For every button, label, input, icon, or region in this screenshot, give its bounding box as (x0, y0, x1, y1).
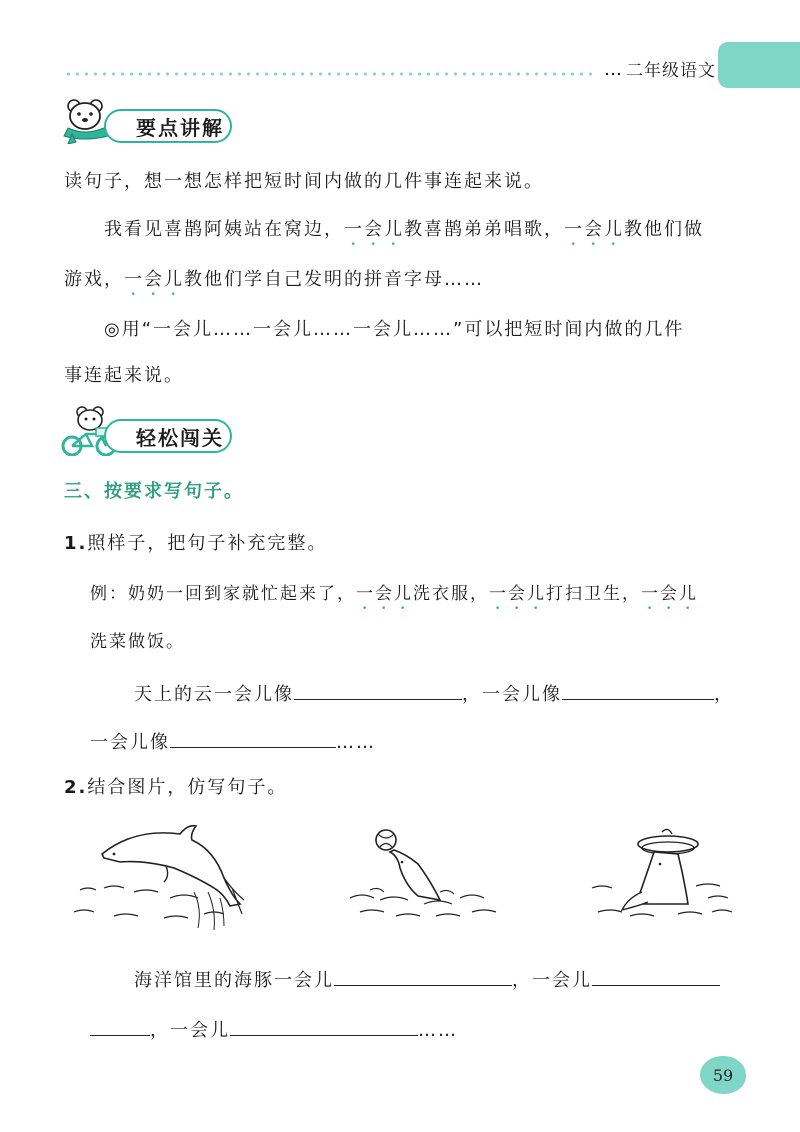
q1-example-line1: 例：奶奶一回到家就忙起来了，一会儿洗衣服，一会儿打扫卫生，一会儿 (90, 584, 698, 604)
dolphin-ring-illustration (588, 822, 738, 932)
q1-fill-line1: 天上的云一会儿像 ，一会儿像 ， (134, 680, 734, 709)
q2-blank-4[interactable] (230, 1016, 418, 1036)
q2-blank-1[interactable] (334, 966, 512, 986)
q1-blank-3[interactable] (170, 728, 336, 748)
section1-tip-line1: ◎用“一会儿……一会儿……一会儿……”可以把短时间内做的几件 (104, 319, 685, 340)
q2-blank-3[interactable] (90, 1016, 150, 1036)
q1-prompt: 1.照样子，把句子补充完整。 (64, 533, 328, 554)
section-title-practice: 轻松闯关 (104, 419, 232, 453)
q1-blank-2[interactable] (562, 680, 714, 700)
q2-fill-line2: ，一会儿 …… (90, 1016, 458, 1045)
header-dots (604, 72, 624, 76)
section1-tip-line2: 事连起来说。 (64, 365, 184, 386)
header-tab-decoration (718, 42, 800, 88)
dolphin-ball-illustration (340, 820, 520, 930)
section1-intro: 读句子，想一想怎样把短时间内做的几件事连起来说。 (64, 171, 544, 192)
q2-prompt: 2.结合图片，仿写句子。 (64, 777, 288, 798)
q1-blank-1[interactable] (294, 680, 462, 700)
section1-example-line1: 我看见喜鹊阿姨站在窝边，一会儿教喜鹊弟弟唱歌，一会儿教他们做 (104, 219, 704, 240)
q2-fill-line1: 海洋馆里的海豚一会儿 ，一会儿 (134, 966, 720, 995)
q1-example-line2: 洗菜做饭。 (90, 632, 185, 652)
page-number-badge: 59 (700, 1056, 746, 1094)
exercise-heading: 三、按要求写句子。 (64, 481, 244, 502)
dolphin-jumping-illustration (74, 818, 254, 938)
grade-subject-label: 二年级语文 (626, 61, 716, 81)
header-dotted-line (64, 72, 594, 76)
section1-example-line2: 游戏，一会儿教他们学自己发明的拼音字母…… (64, 269, 484, 290)
q1-fill-line2: 一会儿像 …… (90, 728, 376, 757)
section-title-key-points: 要点讲解 (104, 109, 232, 143)
q2-blank-2[interactable] (592, 966, 720, 986)
